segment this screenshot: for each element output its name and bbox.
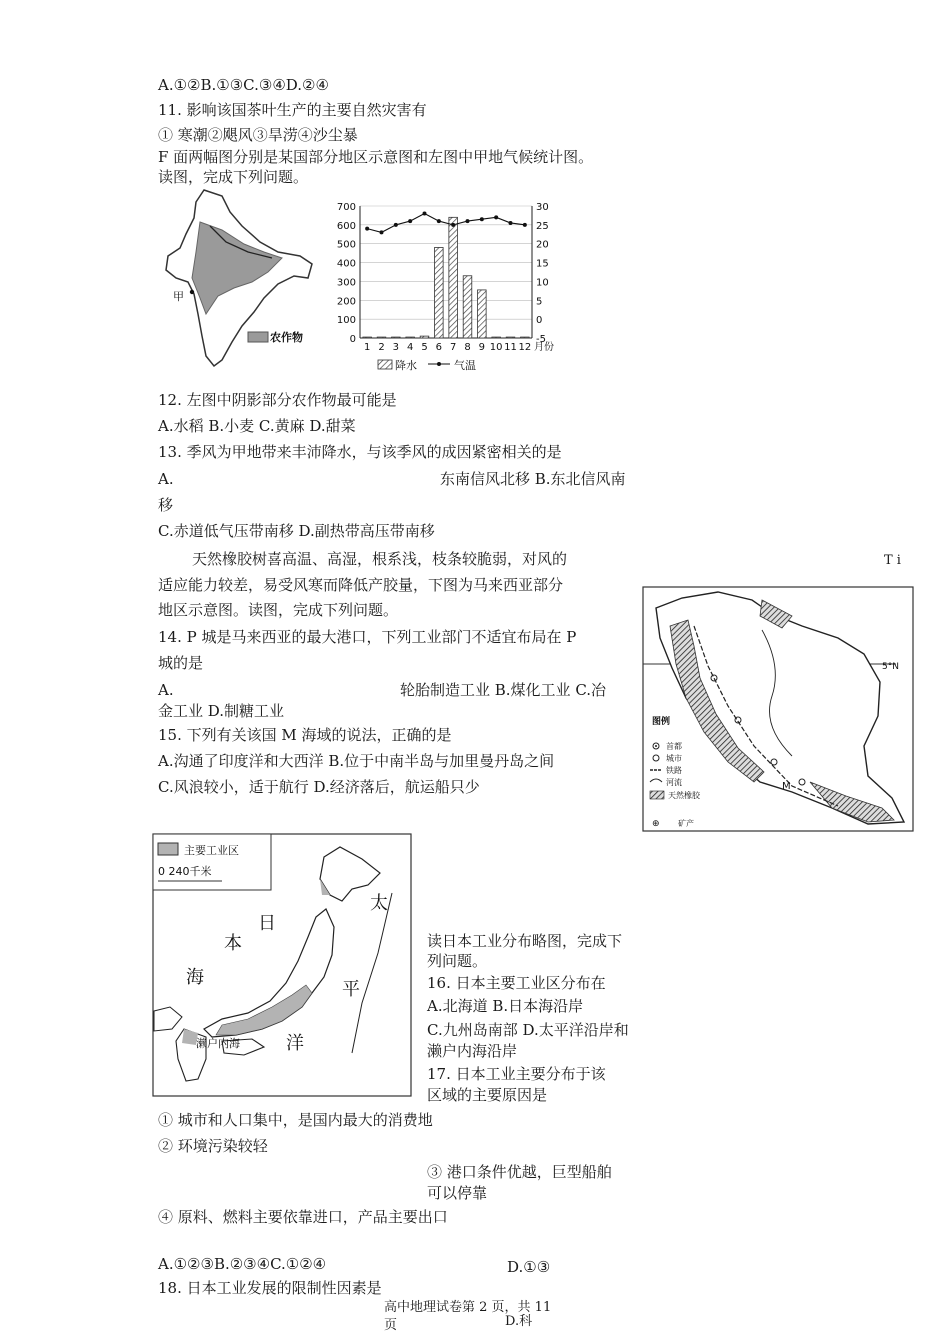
q17-stem-line2: 区域的主要原因是 [427, 1086, 548, 1104]
x-tick-label: 12 [518, 342, 532, 353]
footer-option-d: D.科 [505, 1314, 533, 1329]
legend-rubber: 天然橡胶 [668, 791, 700, 800]
q13-options-ab: 东南信风北移 B.东北信风南 [440, 470, 626, 488]
y2-tick-label: -5 [536, 334, 546, 345]
q14-options-cd: 金工业 D.制糖工业 [158, 702, 285, 720]
x-tick-label: 6 [435, 342, 443, 353]
japan-map [152, 833, 412, 1097]
y-tick-label: 500 [336, 239, 356, 251]
temp-line [367, 214, 525, 233]
india-map [160, 186, 318, 370]
latitude-label: 5°N [882, 662, 899, 672]
scale-label: 0 240千米 [158, 865, 212, 878]
precip-bar [492, 337, 501, 338]
precip-bar [406, 337, 415, 338]
y-tick-label: 200 [336, 296, 356, 308]
y2-tick-label: 5 [536, 296, 543, 308]
rubber-intro-line3: 地区示意图。读图，完成下列问题。 [158, 601, 399, 619]
footer-page-info: 高中地理试卷第 2 页，共 11 [384, 1300, 552, 1315]
legend-city: 城市 [666, 754, 682, 763]
precip-legend-label: 降水 [395, 359, 417, 372]
temp-point [480, 217, 484, 221]
q16-options-cd-line2: 濑户内海沿岸 [427, 1042, 518, 1060]
x-tick-label: 10 [489, 342, 503, 353]
q14-stem-line2: 城的是 [158, 654, 204, 672]
q14-a-prefix: A. [158, 681, 174, 699]
temp-point [408, 219, 412, 223]
malaysia-map [642, 586, 914, 832]
y-tick-label: 400 [336, 258, 356, 270]
q16-stem: 16. 日本主要工业区分布在 [427, 974, 606, 992]
legend-capital: 首都 [666, 742, 682, 751]
y2-tick-label: 10 [536, 277, 549, 289]
q13-a-prefix: A. [158, 470, 174, 488]
legend-mineral: 矿产 [678, 819, 694, 828]
legend-swatch [248, 332, 268, 342]
q18-stem: 18. 日本工业发展的限制性因素是 [158, 1279, 382, 1297]
legend-railway: 铁路 [666, 766, 682, 775]
q15-options-cd: C.风浪较小，适于航行 D.经济落后，航运船只少 [158, 778, 480, 796]
q11-items: ① 寒潮②飓风③旱涝④沙尘暴 [158, 126, 358, 144]
x-tick-label: 7 [449, 342, 457, 353]
sea-label-ri: 日 [258, 913, 276, 934]
temp-point [509, 221, 513, 225]
y2-tick-label: 30 [536, 202, 549, 213]
precip-bar [478, 290, 487, 338]
precip-bar [521, 337, 530, 338]
x-tick-label: 4 [406, 342, 414, 353]
sea-label-m: M [782, 781, 791, 792]
precip-bar [392, 337, 401, 338]
q15-stem: 15. 下列有关该国 M 海域的说法，正确的是 [158, 726, 452, 744]
q10-options: A.①②B.①③C.③④D.②④ [158, 76, 329, 94]
q14-stem-line1: 14. P 城是马来西亚的最大港口，下列工业部门不适宜布局在 P [158, 628, 577, 646]
sea-label-yang: 洋 [286, 1033, 304, 1054]
precip-bar [420, 336, 429, 338]
corner-mark: T i [884, 553, 901, 568]
precip-bar [363, 337, 372, 338]
q17-options: A.①②③B.②③④C.①②④ [158, 1255, 327, 1273]
y-tick-label: 300 [336, 277, 356, 289]
climate-chart [328, 194, 576, 374]
temp-point [466, 219, 470, 223]
legend-industrial-swatch [158, 843, 178, 855]
q17-option-d: D.①③ [507, 1258, 551, 1276]
q16-options-ab: A.北海道 B.日本海沿岸 [427, 997, 584, 1015]
footer-page-info-cont: 页 [384, 1318, 398, 1333]
temp-legend-label: 气温 [454, 359, 476, 372]
temp-point [394, 223, 398, 227]
legend-industrial-label: 主要工业区 [184, 844, 239, 857]
precip-bar [506, 337, 515, 338]
q17-stem-line1: 17. 日本工业主要分布于该 [427, 1065, 606, 1083]
q12-options: A.水稻 B.小麦 C.黄麻 D.甜菜 [158, 417, 356, 435]
sea-label-tai: 太 [370, 893, 388, 914]
y2-tick-label: 0 [536, 315, 543, 327]
india-intro-line2: 读图，完成下列问题。 [158, 168, 309, 186]
legend-river: 河流 [666, 778, 682, 787]
precip-bar [449, 217, 458, 338]
q17-item3-line1: ③ 港口条件优越，巨型船舶 [427, 1163, 612, 1181]
x-tick-label: 2 [378, 342, 385, 353]
legend-title: 图例 [652, 717, 671, 727]
x-tick-label: 8 [464, 342, 471, 353]
q13-stem: 13. 季风为甲地带来丰沛降水，与该季风的成因紧密相关的是 [158, 443, 562, 461]
japan-intro-line2: 列问题。 [427, 952, 488, 970]
rubber-intro-line1: 天然橡胶树喜高温、高湿，根系浅，枝条较脆弱，对风的 [192, 550, 568, 568]
q17-item1: ① 城市和人口集中，是国内最大的消费地 [158, 1111, 433, 1129]
q17-item3-line2: 可以停靠 [427, 1184, 488, 1202]
y-tick-label: 600 [336, 220, 356, 232]
japan-intro-line1: 读日本工业分布略图，完成下 [427, 932, 623, 950]
q17-item2: ② 环境污染较轻 [158, 1137, 268, 1155]
q12-stem: 12. 左图中阴影部分农作物最可能是 [158, 391, 397, 409]
x-tick-label: 9 [478, 342, 486, 353]
y-tick-label: 0 [349, 334, 356, 345]
rubber-intro-line2: 适应能力较差，易受风寒而降低产胶量，下图为马来西亚部分 [158, 576, 564, 594]
sea-label-ben: 本 [224, 933, 242, 954]
q13-b-cont: 移 [158, 496, 174, 514]
temp-point [494, 215, 498, 219]
inland-sea-label: 濑户内海 [196, 1037, 240, 1050]
sea-label-ping: 平 [342, 979, 360, 1000]
temp-point [365, 227, 369, 231]
q11-stem: 11. 影响该国茶叶生产的主要自然灾害有 [158, 101, 427, 119]
y-tick-label: 100 [336, 315, 356, 327]
temp-point [523, 223, 527, 227]
y2-tick-label: 25 [536, 220, 549, 232]
x-tick-label: 5 [421, 342, 428, 353]
jia-label: 甲 [173, 290, 184, 303]
q13-options-cd: C.赤道低气压带南移 D.副热带高压带南移 [158, 522, 435, 540]
temp-point [423, 212, 427, 216]
precip-legend-swatch [378, 360, 392, 369]
precip-bar [435, 247, 444, 338]
india-intro-line1: F 面两幅图分别是某国部分地区示意图和左图中甲地气候统计图。 [158, 148, 594, 166]
temp-point [380, 230, 384, 234]
q16-options-cd-line1: C.九州岛南部 D.太平洋沿岸和 [427, 1021, 629, 1039]
svg-text:⊕: ⊕ [652, 819, 660, 829]
precip-bar [377, 337, 386, 338]
x-tick-label: 11 [504, 342, 517, 353]
temp-point [451, 223, 455, 227]
q17-item4: ④ 原料、燃料主要依靠进口，产品主要出口 [158, 1208, 448, 1226]
x-axis-label: 月份 [534, 342, 554, 353]
x-tick-label: 3 [392, 342, 400, 353]
x-tick-label: 1 [363, 342, 371, 353]
q15-options-ab: A.沟通了印度洋和大西洋 B.位于中南半岛与加里曼丹岛之间 [158, 752, 555, 770]
temp-point [437, 219, 441, 223]
legend-crop-label: 农作物 [270, 331, 303, 344]
precip-bar [463, 276, 472, 338]
q14-options-abc: 轮胎制造工业 B.煤化工业 C.冶 [400, 681, 607, 699]
sea-label-hai: 海 [186, 967, 204, 988]
y-tick-label: 700 [336, 202, 356, 213]
y2-tick-label: 20 [536, 239, 549, 251]
jia-dot [190, 290, 194, 294]
y2-tick-label: 15 [536, 258, 549, 270]
